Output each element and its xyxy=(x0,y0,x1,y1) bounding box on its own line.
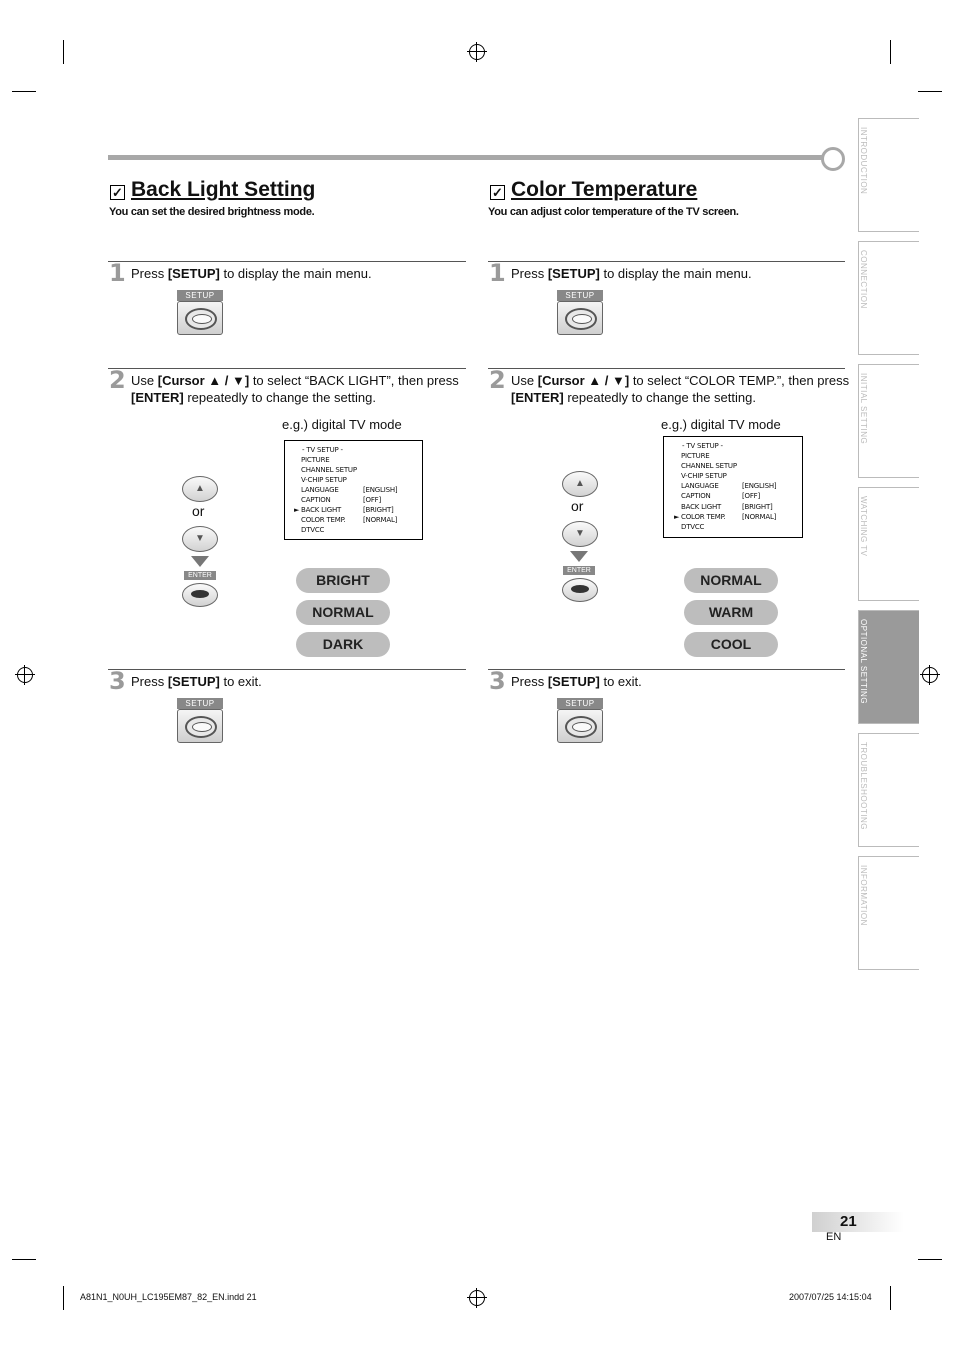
cursor-down-button[interactable] xyxy=(562,521,598,547)
enter-button[interactable] xyxy=(562,578,598,602)
registration-mark-icon xyxy=(469,44,485,60)
text: Use xyxy=(131,373,158,388)
tab-label: INTRODUCTION xyxy=(859,127,868,195)
step-1-text xyxy=(511,265,752,282)
button-knob-icon xyxy=(185,308,217,330)
flow-arrow-icon xyxy=(191,556,209,567)
text: Use xyxy=(511,373,538,388)
step-2-text xyxy=(511,372,849,406)
key-label: [ENTER] xyxy=(511,390,564,405)
setup-button[interactable] xyxy=(177,698,223,743)
example-label: e.g.) digital TV mode xyxy=(661,417,781,432)
menu-value: [OFF] xyxy=(363,496,382,504)
registration-mark-icon xyxy=(17,667,33,683)
tab-initial-setting[interactable] xyxy=(858,364,919,478)
crop-mark xyxy=(12,91,36,92)
text: to display the main menu. xyxy=(219,266,372,281)
enter-label: ENTER xyxy=(184,571,216,580)
tab-information[interactable] xyxy=(858,856,919,970)
key-label: [SETUP] xyxy=(167,674,220,689)
text: to exit. xyxy=(599,674,642,689)
menu-header: - TV SETUP - xyxy=(682,442,723,450)
step-number: 1 xyxy=(109,259,126,287)
text: Press xyxy=(131,674,168,689)
up-arrow-icon: ▲ xyxy=(195,483,205,494)
section-title-text: Back Light Setting xyxy=(131,178,316,201)
menu-value: [BRIGHT] xyxy=(742,503,773,511)
registration-mark-icon xyxy=(469,1290,485,1306)
tab-connection[interactable] xyxy=(858,241,919,355)
section-subtitle: You can set the desired brightness mode. xyxy=(109,206,315,218)
or-label: or xyxy=(192,503,205,519)
up-arrow-icon: ▲ xyxy=(575,478,585,489)
setup-button[interactable] xyxy=(177,290,223,335)
step-number: 3 xyxy=(489,667,506,695)
menu-item-selected: COLOR TEMP. xyxy=(681,513,726,521)
setup-label: SETUP xyxy=(177,698,223,709)
menu-item: V-CHIP SETUP xyxy=(301,476,347,484)
tab-label: CONNECTION xyxy=(859,250,868,309)
menu-item: LANGUAGE xyxy=(301,486,339,494)
step-3-text xyxy=(511,673,642,690)
tab-label: TROUBLESHOOTING xyxy=(859,742,868,830)
or-label: or xyxy=(571,498,584,514)
down-arrow-icon: ▼ xyxy=(575,528,585,539)
crop-mark xyxy=(63,1286,64,1310)
menu-item: DTVCC xyxy=(681,523,705,531)
crop-mark xyxy=(918,1259,942,1260)
menu-value: [NORMAL] xyxy=(742,513,777,521)
setup-button[interactable] xyxy=(557,698,603,743)
crop-mark xyxy=(890,1286,891,1310)
crop-mark xyxy=(890,40,891,64)
text: to display the main menu. xyxy=(599,266,752,281)
footer-file-name: A81N1_N0UH_LC195EM87_82_EN.indd 21 xyxy=(80,1292,257,1302)
tv-setup-menu xyxy=(663,436,803,538)
menu-item: LANGUAGE xyxy=(681,482,719,490)
menu-item: COLOR TEMP. xyxy=(301,516,346,524)
text: Press xyxy=(511,674,548,689)
tab-label: INFORMATION xyxy=(859,865,868,926)
menu-value: [ENGLISH] xyxy=(742,482,777,490)
setup-label: SETUP xyxy=(557,698,603,709)
cursor-up-button[interactable] xyxy=(562,471,598,497)
menu-header: - TV SETUP - xyxy=(302,446,343,454)
crop-mark xyxy=(918,91,942,92)
enter-button[interactable] xyxy=(182,583,218,607)
text: Press xyxy=(131,266,168,281)
option-pill: NORMAL xyxy=(296,600,390,625)
menu-item: BACK LIGHT xyxy=(681,503,722,511)
text: to select “BACK LIGHT”, then press xyxy=(249,373,459,388)
tv-setup-menu xyxy=(284,440,423,540)
step-number: 3 xyxy=(109,667,126,695)
text: to exit. xyxy=(219,674,262,689)
menu-item: DTVCC xyxy=(301,526,325,534)
tab-optional-setting[interactable] xyxy=(858,610,919,724)
section-subtitle: You can adjust color temperature of the TV screen. xyxy=(488,206,739,218)
menu-value: [OFF] xyxy=(742,492,761,500)
menu-item-selected: BACK LIGHT xyxy=(301,506,342,514)
step-divider xyxy=(108,261,466,262)
page-number: 21 xyxy=(840,1213,857,1230)
menu-item: CHANNEL SETUP xyxy=(681,462,737,470)
key-label: [SETUP] xyxy=(167,266,220,281)
selection-cursor-icon: ► xyxy=(294,506,300,514)
option-pill: BRIGHT xyxy=(296,568,390,593)
step-divider xyxy=(488,261,845,262)
tab-label: WATCHING TV xyxy=(859,496,868,557)
footer-timestamp: 2007/07/25 14:15:04 xyxy=(789,1292,872,1302)
menu-item: CAPTION xyxy=(681,492,711,500)
menu-item: PICTURE xyxy=(301,456,330,464)
setup-button-body xyxy=(557,709,603,743)
menu-item: CAPTION xyxy=(301,496,331,504)
menu-value: [BRIGHT] xyxy=(363,506,394,514)
setup-button-body xyxy=(557,301,603,335)
crop-mark xyxy=(63,40,64,64)
crop-mark xyxy=(12,1259,36,1260)
option-pill: NORMAL xyxy=(684,568,778,593)
text: Press xyxy=(511,266,548,281)
step-number: 2 xyxy=(489,366,506,394)
tab-label: OPTIONAL SETTING xyxy=(859,619,868,705)
step-2-text xyxy=(131,372,459,406)
setup-label: SETUP xyxy=(177,290,223,301)
text: repeatedly to change the setting. xyxy=(183,390,376,405)
menu-item: PICTURE xyxy=(681,452,710,460)
setup-button-body xyxy=(177,709,223,743)
step-divider xyxy=(488,669,845,670)
step-number: 2 xyxy=(109,366,126,394)
setup-button-body xyxy=(177,301,223,335)
menu-value: [ENGLISH] xyxy=(363,486,398,494)
language-code: EN xyxy=(826,1231,842,1243)
option-pill: COOL xyxy=(684,632,778,657)
header-rule xyxy=(108,155,824,160)
cursor-down-button[interactable] xyxy=(182,526,218,552)
selection-cursor-icon: ► xyxy=(674,513,680,521)
flow-arrow-icon xyxy=(570,551,588,562)
step-divider xyxy=(108,669,466,670)
button-knob-icon xyxy=(565,308,597,330)
setup-button[interactable] xyxy=(557,290,603,335)
menu-value: [NORMAL] xyxy=(363,516,398,524)
button-knob-icon xyxy=(185,716,217,738)
enter-label: ENTER xyxy=(563,566,595,575)
setup-label: SETUP xyxy=(557,290,603,301)
registration-mark-icon xyxy=(922,667,938,683)
tab-watching-tv[interactable] xyxy=(858,487,919,601)
step-3-text xyxy=(131,673,262,690)
button-knob-icon xyxy=(565,716,597,738)
page-number-band xyxy=(812,1212,904,1232)
option-pill: WARM xyxy=(684,600,778,625)
text: to select “COLOR TEMP.”, then press xyxy=(629,373,850,388)
text: repeatedly to change the setting. xyxy=(563,390,756,405)
menu-item: CHANNEL SETUP xyxy=(301,466,357,474)
key-label: [ENTER] xyxy=(131,390,184,405)
example-label: e.g.) digital TV mode xyxy=(282,417,402,432)
option-pill: DARK xyxy=(296,632,390,657)
step-number: 1 xyxy=(489,259,506,287)
section-title-color-temperature xyxy=(490,178,697,202)
step-divider xyxy=(108,368,466,369)
key-label: [Cursor ▲ / ▼] xyxy=(157,373,250,388)
menu-item: V-CHIP SETUP xyxy=(681,472,727,480)
tab-troubleshooting[interactable] xyxy=(858,733,919,847)
key-label: [SETUP] xyxy=(547,674,600,689)
checkbox-icon: ✓ xyxy=(110,185,125,200)
cursor-up-button[interactable] xyxy=(182,476,218,502)
header-rule-circle xyxy=(821,147,845,171)
tab-introduction[interactable] xyxy=(858,118,919,232)
key-label: [SETUP] xyxy=(547,266,600,281)
step-1-text xyxy=(131,265,372,282)
down-arrow-icon: ▼ xyxy=(195,533,205,544)
checkbox-icon: ✓ xyxy=(490,185,505,200)
section-title-text: Color Temperature xyxy=(511,178,698,201)
step-divider xyxy=(488,368,845,369)
key-label: [Cursor ▲ / ▼] xyxy=(537,373,630,388)
tab-label: INITIAL SETTING xyxy=(859,373,868,445)
section-title-back-light xyxy=(110,178,315,202)
